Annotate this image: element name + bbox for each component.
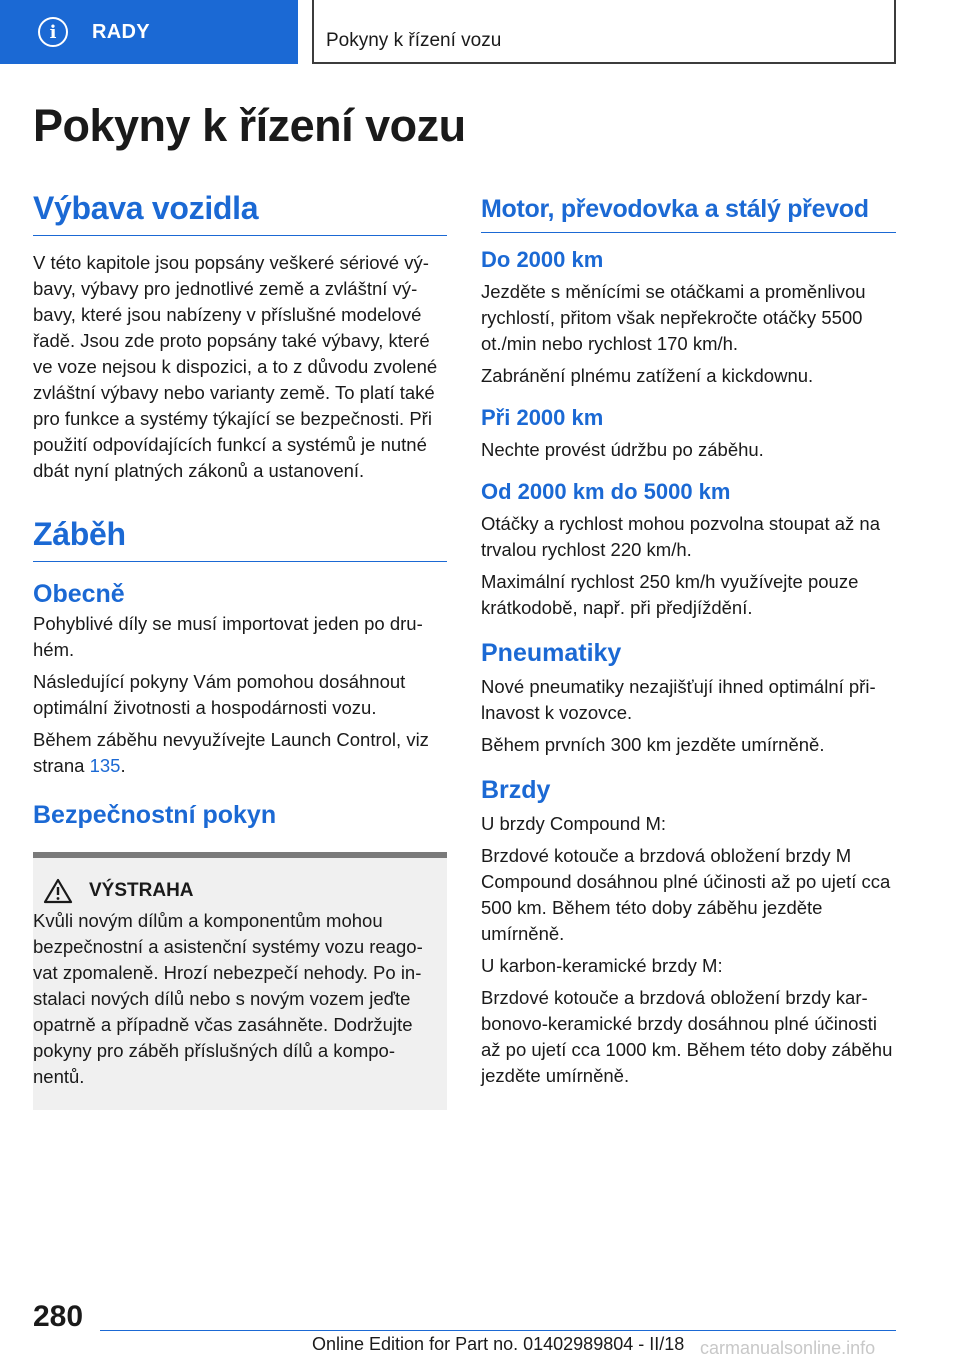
paragraph-pri-2000: Nechte provést údržbu po záběhu. [481, 439, 764, 460]
right-column [481, 190, 896, 1095]
paragraph-pneumatiky-1: Nové pneumatiky nezajišťují ihned optimální přilnavost k vozovce. [481, 676, 876, 723]
heading-zabeh: Záběh [33, 516, 447, 562]
paragraph-pneumatiky-2: Během prvních 300 km jezděte umírněně. [481, 734, 825, 755]
heading-bezpecnost: Bezpečnostní pokyn [33, 801, 277, 829]
info-icon: i [38, 17, 68, 47]
sentence-end: . [120, 755, 126, 776]
paragraph-brzdy-1: U brzdy Compound M: [481, 813, 667, 834]
heading-do-2000: Do 2000 km [481, 247, 604, 272]
launch-control-text: Během záběhu nevyužívejte Launch Control, viz strana [33, 729, 429, 776]
section-label: RADY [92, 20, 150, 43]
paragraph-vybava: V této kapitole jsou popsány veškeré sériové výbavy, výbavy pro jednotlivé země a zvláštní výbavy, které jsou nabízeny v příslušné modelové řadě. Jsou zde proto popsány také výbavy, které ve voze nejsou k dispozici, a to z důvodu zvolené zvláštní výbavy nebo varianty země. To platí také pro funkce a systémy týkající se bezpečnosti. Při použití odpovídajících funkcí a systémů je nutné dbát nyní platných zákonů a ustanovení. [33, 252, 438, 481]
page-number: 280 [33, 1300, 84, 1333]
paragraph-do-2000-1: Jezděte s měnícími se otáčkami a proměnlivou rychlostí, přitom však nepřekročte otáčky 5500 ot./min nebo rychlost 170 km/h. [481, 281, 866, 354]
warning-header [33, 878, 433, 904]
paragraph-od-2000-1: Otáčky a rychlost mohou pozvolna stoupat až na trvalou rychlost 220 km/h. [481, 513, 880, 560]
chapter-header [312, 0, 896, 64]
heading-pneumatiky: Pneumatiky [481, 639, 622, 667]
warning-triangle-icon [43, 878, 73, 904]
section-tab[interactable] [0, 0, 298, 64]
heading-pri-2000: Při 2000 km [481, 405, 604, 430]
paragraph-obecne-3 [33, 727, 447, 779]
footer-divider [100, 1330, 896, 1331]
chapter-title: Pokyny k řízení vozu [326, 30, 502, 51]
left-column [33, 190, 447, 1110]
edition-text: Online Edition for Part no. 01402989804 - II/18 [312, 1334, 685, 1354]
heading-vybava: Výbava vozidla [33, 190, 447, 236]
warning-text: Kvůli novým dílům a komponentům mohou bezpečnostní a asistenční systémy vozu reagovat zpomaleně. Hrozí nebezpečí nehody. Po instalaci nových dílů nebo s novým vozem jeďte opatrně a případně včas zasáhněte. Dodržujte pokyny pro záběh příslušných dílů a komponentů. [33, 910, 423, 1087]
paragraph-obecne-2: Následující pokyny Vám pomohou dosáhnout optimální životnosti a hospodárnosti vozu. [33, 671, 406, 718]
paragraph-do-2000-2: Zabránění plnému zatížení a kickdownu. [481, 365, 814, 386]
heading-od-2000: Od 2000 km do 5000 km [481, 479, 731, 504]
paragraph-brzdy-4: Brzdové kotouče a brzdová obložení brzdy karbonovo-keramické brzdy dosáhnou plné účinosti až po ujetí cca 1000 km. Během této doby záběhu jezděte umírněně. [481, 987, 893, 1086]
paragraph-od-2000-2: Maximální rychlost 250 km/h využívejte pouze krátkodobě, např. při předjíždění. [481, 571, 859, 618]
page-title: Pokyny k řízení vozu [33, 100, 466, 151]
heading-obecne: Obecně [33, 580, 125, 608]
page-link-135[interactable]: 135 [89, 755, 121, 776]
paragraph-brzdy-3: U karbon-keramické brzdy M: [481, 955, 723, 976]
heading-brzdy: Brzdy [481, 776, 551, 804]
warning-box [33, 852, 447, 1110]
warning-label: VÝSTRAHA [89, 880, 194, 901]
paragraph-obecne-1: Pohyblivé díly se musí importovat jeden po druhém. [33, 613, 423, 660]
watermark: carmanualsonline.info [700, 1338, 876, 1358]
heading-motor: Motor, převodovka a stálý převod [481, 190, 896, 233]
paragraph-brzdy-2: Brzdové kotouče a brzdová obložení brzdy M Compound dosáhnou plné účinosti až po ujetí cca 500 km. Během této doby záběhu jezděte umírněně. [481, 845, 891, 944]
